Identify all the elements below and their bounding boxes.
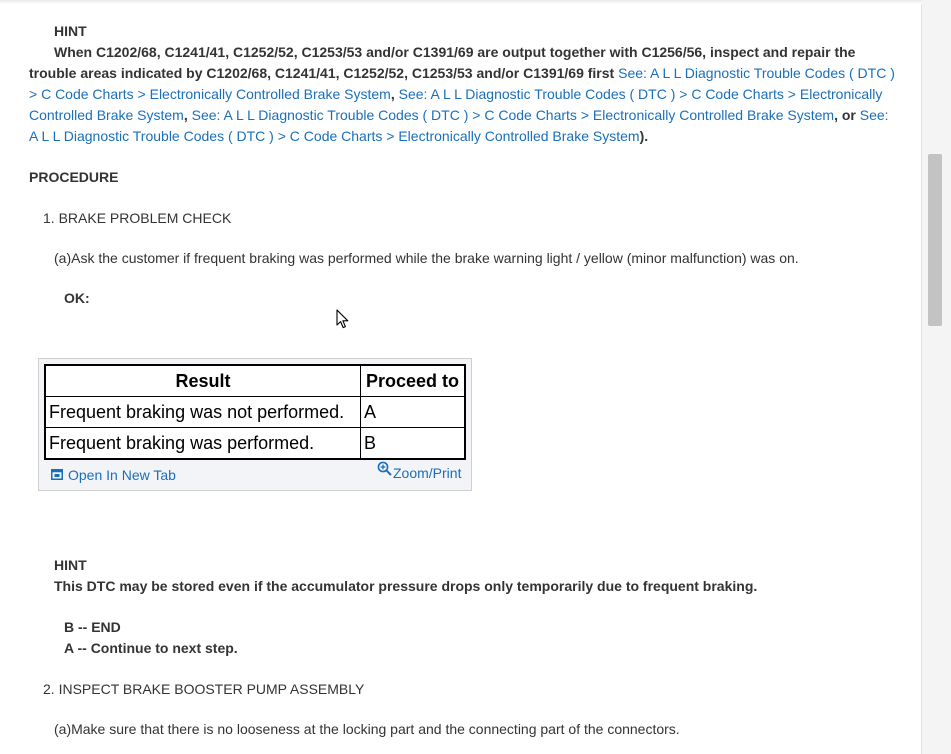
proceed-cell: A xyxy=(361,397,466,428)
dtc-link-2[interactable]: See: A L L Diagnostic Trouble Codes ( DTC ) > C Code Charts > Electronically Controlled Brake System xyxy=(29,86,883,123)
dtc-link-4[interactable]: See: A L L Diagnostic Trouble Codes ( DTC ) > C Code Charts > Electronically Controlled Brake System xyxy=(29,107,889,144)
hint-text-2: This DTC may be stored even if the accumulator pressure drops only temporarily due to frequent braking. xyxy=(54,578,758,594)
step-2-title: 2. INSPECT BRAKE BOOSTER PUMP ASSEMBLY xyxy=(43,681,365,697)
zoom-icon xyxy=(377,461,392,479)
result-table xyxy=(44,364,466,460)
hint-label-1: HINT xyxy=(54,23,87,39)
open-new-tab-label: Open In New Tab xyxy=(68,467,176,483)
dtc-link-1[interactable]: See: A L L Diagnostic Trouble Codes ( DTC ) > C Code Charts > Electronically Controlled Brake System xyxy=(29,65,895,102)
zoom-print-link[interactable] xyxy=(377,465,461,481)
result-cell: Frequent braking was not performed. xyxy=(45,397,361,428)
hint-paragraph-1: When C1202/68, C1241/41, C1252/52, C1253/53 and/or C1391/69 are output together with C1256/56, inspect and repair the trouble areas indicated by C1202/68, C1241/41, C1252/52, C1253/53 and/or C1391/69 first See: A L L Diagnostic Trouble Codes ( DTC ) > C Code Charts > Electronically Controlled Brake System, See: A L L Diagnostic Trouble Codes ( DTC ) > C Code Charts > Electronically Controlled Brake System, See: A L L Diagnostic Trouble Codes ( DTC ) > C Code Charts > Electronically Controlled Brake System, or See: A L L Diagnostic Trouble Codes ( DTC ) > C Code Charts > Electronically Controlled Brake System). xyxy=(29,44,895,144)
ok-label: OK: xyxy=(64,290,90,306)
header-result: Result xyxy=(45,365,361,397)
top-divider xyxy=(0,0,922,4)
step-1-sub-a: (a)Ask the customer if frequent braking was performed while the brake warning light / yellow (minor malfunction) was on. xyxy=(54,250,799,266)
result-cell: Frequent braking was performed. xyxy=(45,428,361,460)
dtc-link-3[interactable]: See: A L L Diagnostic Trouble Codes ( DTC ) > C Code Charts > Electronically Controlled Brake System xyxy=(191,107,835,123)
table-row xyxy=(45,397,465,428)
table-header-row xyxy=(45,365,465,397)
zoom-print-label: Zoom/Print xyxy=(393,465,462,481)
step-2-sub-a: (a)Make sure that there is no looseness at the locking part and the connecting part of the connectors. xyxy=(54,721,680,737)
hint-label-2: HINT xyxy=(54,557,87,573)
table-row xyxy=(45,428,465,460)
result-figure xyxy=(38,358,472,491)
mouse-cursor-icon xyxy=(336,309,349,332)
proceed-cell: B xyxy=(361,428,466,460)
procedure-heading: PROCEDURE xyxy=(29,169,119,185)
hint-text-1: When C1202/68, C1241/41, C1252/52, C1253/53 and/or C1391/69 are output together with C1256/56, inspect and repair the trouble areas indicated by C1202/68, C1241/41, C1252/52, C1253/53 and/or C1391/69 first xyxy=(29,44,856,81)
scrollbar-thumb[interactable] xyxy=(928,154,942,326)
header-proceed-to: Proceed to xyxy=(361,365,466,397)
step-1-title: 1. BRAKE PROBLEM CHECK xyxy=(43,210,232,226)
outcome-b: B -- END xyxy=(64,619,121,635)
outcome-a: A -- Continue to next step. xyxy=(64,640,238,656)
vertical-scrollbar[interactable] xyxy=(922,0,951,754)
open-tab-icon xyxy=(51,467,63,483)
open-new-tab-link[interactable] xyxy=(51,467,176,483)
